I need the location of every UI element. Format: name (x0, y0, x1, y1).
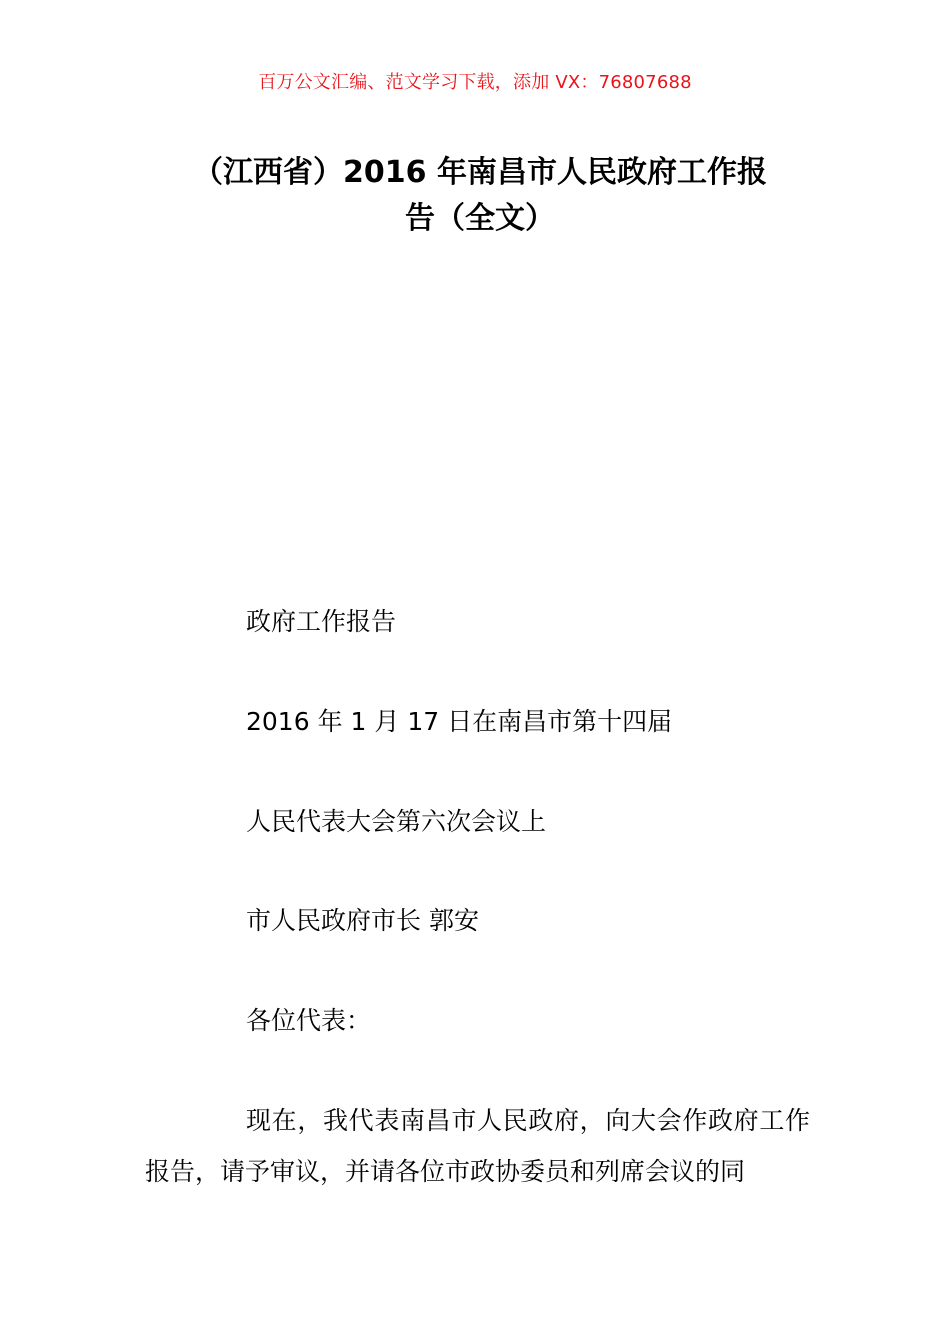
report-heading: 政府工作报告 (246, 607, 397, 636)
document-title (150, 150, 810, 242)
header-watermark-note: 百万公文汇编、范文学习下载，添加 VX：76807688 (258, 72, 692, 93)
meeting-line: 人民代表大会第六次会议上 (246, 807, 547, 836)
document-title-line-1: （江西省）2016 年南昌市人民政府工作报 (193, 155, 767, 190)
body-paragraph: 现在，我代表南昌市人民政府，向大会作政府工作报告，请予审议，并请各位市政协委员和列席会议的同 (145, 1106, 810, 1186)
salutation: 各位代表： (246, 1006, 372, 1035)
speaker-line: 市人民政府市长 郭安 (246, 906, 479, 935)
document-title-line-2: 告（全文） (405, 201, 555, 236)
date-line: 2016 年 1 月 17 日在南昌市第十四届 (246, 707, 673, 736)
